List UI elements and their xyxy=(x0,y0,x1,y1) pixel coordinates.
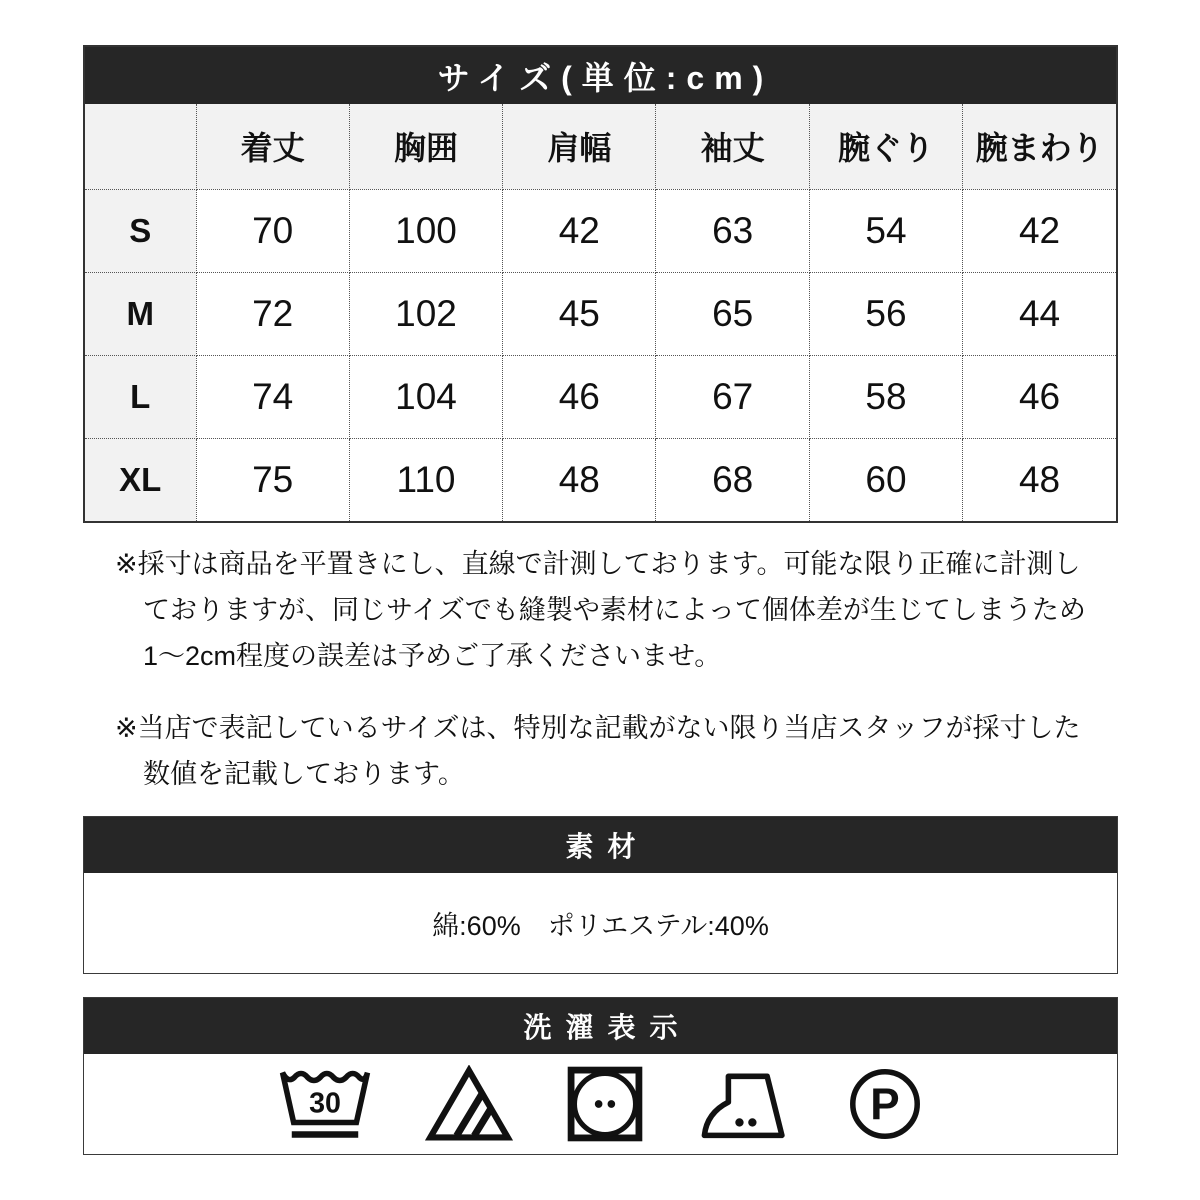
size-cell: 45 xyxy=(503,272,656,355)
column-header-chest: 胸囲 xyxy=(349,104,502,189)
size-table-title-bar xyxy=(85,47,1116,104)
size-cell: 68 xyxy=(656,438,809,521)
tumble-dry-two-dots-icon xyxy=(565,1065,645,1143)
size-cell: 54 xyxy=(809,189,962,272)
corner-cell xyxy=(85,104,196,189)
size-cell: 74 xyxy=(196,355,349,438)
material-title-bar xyxy=(84,817,1117,873)
wash-30-gentle-icon xyxy=(277,1065,373,1143)
size-label-s: S xyxy=(85,189,196,272)
size-table-header-row xyxy=(85,104,1116,189)
size-cell: 104 xyxy=(349,355,502,438)
size-cell: 48 xyxy=(963,438,1116,521)
size-cell: 44 xyxy=(963,272,1116,355)
size-label-l: L xyxy=(85,355,196,438)
size-cell: 110 xyxy=(349,438,502,521)
dry-clean-p-icon xyxy=(845,1065,925,1143)
size-cell: 72 xyxy=(196,272,349,355)
staff-measured-note xyxy=(83,705,1118,797)
non-chlorine-bleach-icon xyxy=(425,1065,513,1143)
size-cell: 75 xyxy=(196,438,349,521)
size-label-xl: XL xyxy=(85,438,196,521)
material-section xyxy=(83,816,1118,974)
measurement-note xyxy=(83,541,1118,679)
size-cell: 46 xyxy=(963,355,1116,438)
size-cell: 60 xyxy=(809,438,962,521)
column-header-body-length: 着丈 xyxy=(196,104,349,189)
size-cell: 46 xyxy=(503,355,656,438)
size-cell: 63 xyxy=(656,189,809,272)
size-cell: 56 xyxy=(809,272,962,355)
washing-title-bar xyxy=(84,998,1117,1054)
note-line: 数値を記載しております。 xyxy=(143,759,465,789)
note-line: ※当店で表記しているサイズは、特別な記載がない限り当店スタッフが採寸した xyxy=(115,713,1081,743)
iron-two-dots-icon xyxy=(697,1065,793,1143)
washing-title: 洗濯表示 xyxy=(523,1012,692,1043)
material-composition: 綿:60% ポリエステル:40% xyxy=(432,910,769,941)
note-line: ておりますが、同じサイズでも縫製や素材によって個体差が生じてしまうため xyxy=(143,595,1086,625)
column-header-shoulder-width: 肩幅 xyxy=(503,104,656,189)
size-cell: 102 xyxy=(349,272,502,355)
care-symbols xyxy=(84,1054,1117,1154)
note-line: ※採寸は商品を平置きにし、直線で計測しております。可能な限り正確に計測し xyxy=(115,549,1081,579)
size-cell: 42 xyxy=(503,189,656,272)
column-header-armhole: 腕ぐり xyxy=(809,104,962,189)
size-table xyxy=(85,104,1116,521)
dry-clean-letter: P xyxy=(869,1080,900,1130)
size-row-l xyxy=(85,355,1116,438)
size-row-xl xyxy=(85,438,1116,521)
size-row-s xyxy=(85,189,1116,272)
size-cell: 100 xyxy=(349,189,502,272)
size-cell: 42 xyxy=(963,189,1116,272)
size-row-m xyxy=(85,272,1116,355)
column-header-sleeve-length: 袖丈 xyxy=(656,104,809,189)
material-title: 素材 xyxy=(565,831,650,862)
column-header-arm-circumference: 腕まわり xyxy=(963,104,1116,189)
size-cell: 58 xyxy=(809,355,962,438)
washing-section xyxy=(83,997,1118,1155)
note-line: 1〜2cm程度の誤差は予めご了承くださいませ。 xyxy=(143,641,722,671)
size-cell: 70 xyxy=(196,189,349,272)
wash-temperature-label: 30 xyxy=(308,1087,341,1120)
size-table-section xyxy=(83,45,1118,523)
material-body xyxy=(84,873,1117,973)
size-cell: 67 xyxy=(656,355,809,438)
size-cell: 65 xyxy=(656,272,809,355)
size-cell: 48 xyxy=(503,438,656,521)
size-table-title: サイズ(単位:cm) xyxy=(437,59,774,96)
size-label-m: M xyxy=(85,272,196,355)
